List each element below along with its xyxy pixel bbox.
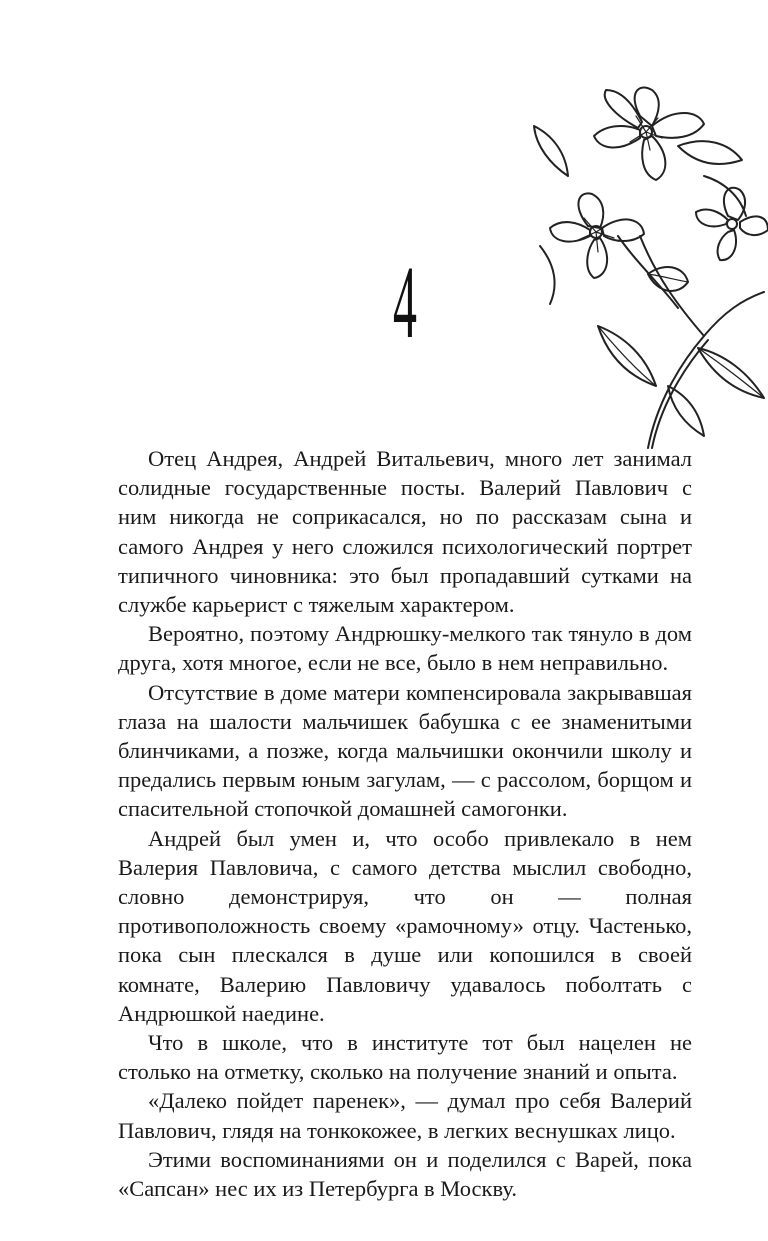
paragraph: Этими воспоминаниями он и поделился с Варей, пока «Сапсан» нес их из Петербурга в Москву. — [118, 1146, 692, 1202]
chapter-number: 4 — [393, 245, 417, 360]
paragraph: Что в школе, что в институте тот был нацелен не столько на отметку, сколько на получение знаний и опыта. — [118, 1030, 692, 1085]
paragraph: Отец Андрея, Андрей Витальевич, много лет занимал солидные государственные посты. Валерий Павлович с ним никогда не соприкасался, но по рассказам сына и самого Андрея у него сложился психологический портрет типичного чиновника: это был пропадавший сутками на службе карьерист с тяжелым характером. — [118, 446, 692, 618]
paragraph: Андрей был умен и, что особо привлекало в нем Валерия Павловича, с самого детства мыслил свободно, словно демонстрируя, что он — полная противоположность своему «рамочному» отцу. Частенько, пока сын плескался в душе или копошился в своей комнате, Валерию Павловичу удавалось поболтать с Андрюшкой наедине. — [118, 825, 692, 1026]
paragraph: Вероятно, поэтому Андрюшку-мелкого так тянуло в дом друга, хотя многое, если не все, было в нем неправильно. — [118, 621, 692, 676]
paragraph: Отсутствие в доме матери компенсировала закрывавшая глаза на шалости мальчишек бабушка с ее знаменитыми блинчиками, а позже, когда мальчишки окончили школу и предались первым юным загулам, — с рассолом, борщом и спасительной стопочкой домашней самогонки. — [118, 679, 692, 822]
flower-illustration — [528, 86, 768, 456]
paragraph: «Далеко пойдет паренек», — думал про себя Валерий Павлович, глядя на тонкокожее, в легких веснушках лицо. — [118, 1088, 692, 1143]
chapter-body — [118, 444, 692, 1203]
